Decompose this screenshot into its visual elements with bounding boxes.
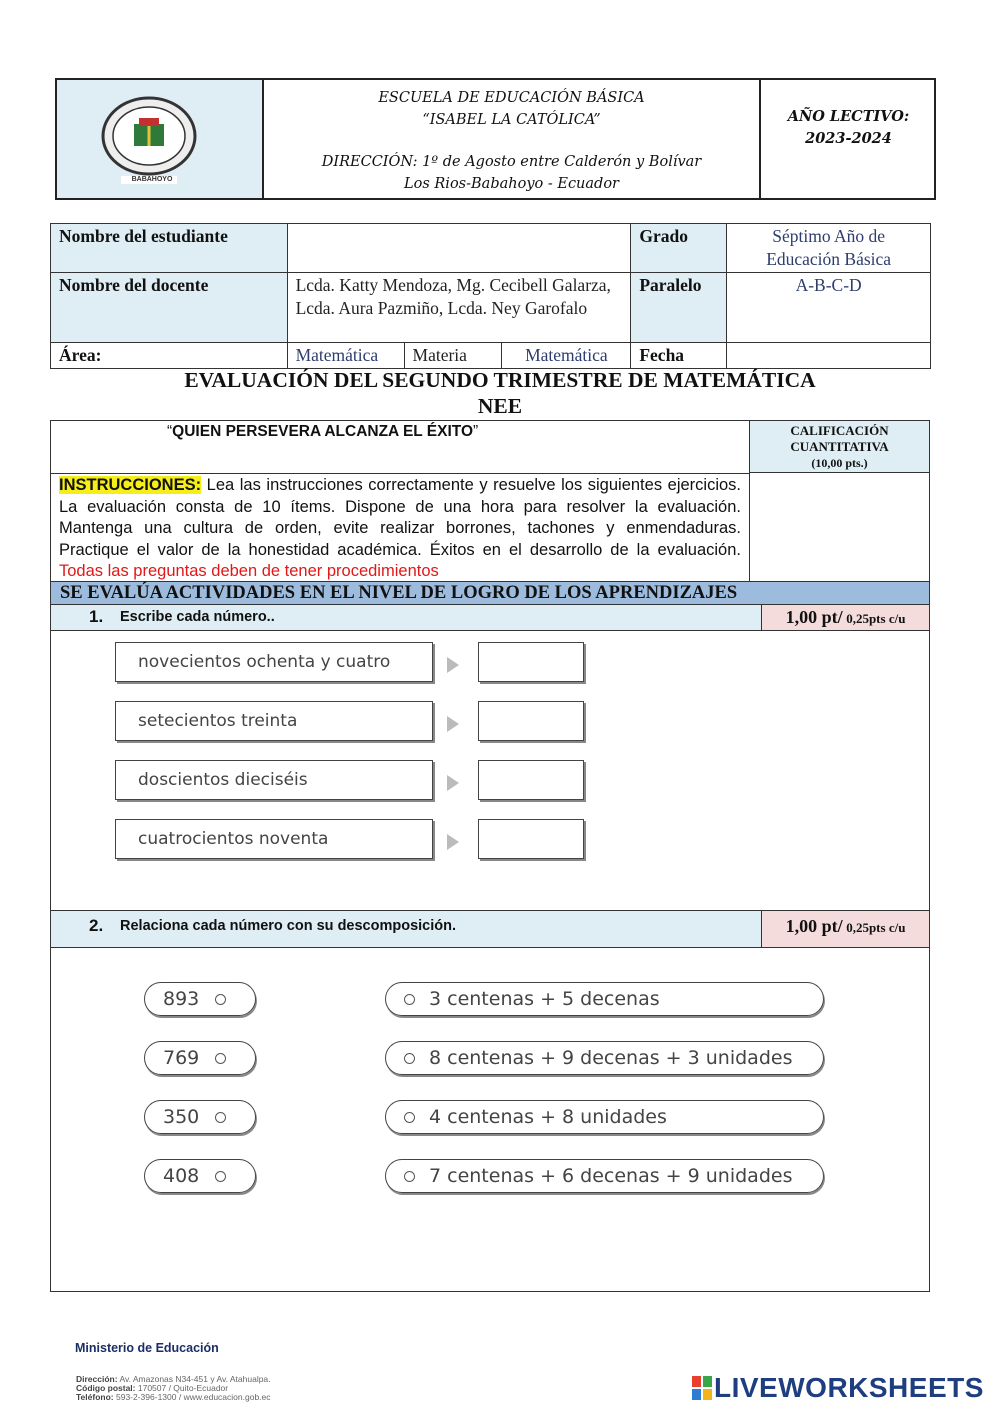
number-pill[interactable] [144, 1159, 256, 1193]
school-seal-icon [99, 96, 199, 186]
address-label: Dirección: [76, 1374, 118, 1384]
quote-text: QUIEN PERSEVERA ALCANZA EL ÉXITO [172, 423, 474, 440]
number-value: 408 [163, 1165, 200, 1187]
number-value: 893 [163, 988, 200, 1010]
seal-city: BABAHOYO [131, 176, 173, 183]
section-band: SE EVALÚA ACTIVIDADES EN EL NIVEL DE LOGRO DE LOS APRENDIZAJES [51, 581, 929, 605]
answer-box[interactable] [478, 701, 584, 741]
decomposition-pill[interactable] [385, 982, 824, 1016]
grading-line1: CALIFICACIÓN [790, 423, 889, 438]
school-address-line1: DIRECCIÓN: 1º de Agosto entre Calderón y Bolívar [321, 154, 702, 170]
date-field[interactable] [727, 343, 931, 369]
connector-dot-icon[interactable] [404, 1112, 415, 1123]
year-label: AÑO LECTIVO: [787, 108, 910, 125]
question-1-points [761, 605, 929, 630]
teacher-value: Lcda. Katty Mendoza, Mg. Cecibell Galarza, Lcda. Aura Pazmiño, Lcda. Ney Garofalo [287, 273, 631, 343]
word-number-box: cuatrocientos noventa [115, 819, 433, 859]
number-value: 769 [163, 1047, 200, 1069]
school-name-line2: “ISABEL LA CATÓLICA” [422, 112, 601, 128]
postal-value: 170507 / Quito-Ecuador [135, 1383, 229, 1393]
question-1-number: 1. [89, 607, 104, 626]
area-label: Área: [51, 343, 288, 369]
points-main: 1,00 pt/ [785, 916, 843, 936]
liveworksheets-logo[interactable] [692, 1372, 984, 1404]
answer-box[interactable] [478, 642, 584, 682]
question-2-points [761, 911, 929, 947]
school-info [264, 80, 761, 198]
subject-value: Matemática [502, 343, 631, 369]
grading-line2: CUANTITATIVA [790, 439, 889, 454]
quote-row [51, 421, 749, 474]
subject-label: Materia [404, 343, 502, 369]
answer-box[interactable] [478, 819, 584, 859]
school-address-line2: Los Rios-Babahoyo - Ecuador [403, 176, 619, 192]
points-main: 1,00 pt/ [785, 607, 843, 627]
brand-text: LIVEWORKSHEETS [714, 1372, 984, 1403]
connector-dot-icon[interactable] [215, 1171, 226, 1182]
postal-label: Código postal: [76, 1383, 136, 1393]
answer-box[interactable] [478, 760, 584, 800]
grade-label: Grado [631, 224, 727, 273]
exam-title [50, 367, 950, 419]
exam-title-line2: NEE [477, 394, 523, 418]
connector-dot-icon[interactable] [404, 994, 415, 1005]
decomposition-value: 7 centenas + 6 decenas + 9 unidades [429, 1165, 793, 1187]
instructions-red-text: Todas las preguntas deben de tener procedimientos [59, 562, 439, 580]
question-2-text: Relaciona cada número con su descomposición. [120, 918, 457, 934]
student-name-field[interactable] [287, 224, 631, 273]
school-name-line1: ESCUELA DE EDUCACIÓN BÁSICA [378, 90, 645, 106]
instructions-text: Lea las instrucciones correctamente y resuelve los siguientes ejercicios. La evaluación consta de 10 ítems. Dispone de una hora para resolver la evaluación. Mantenga una cultura de orden, evite realizar borrones, tachones y enmendaduras. Practique el valor de la honestidad académica. Éxitos en el desarrollo de la evaluación. [59, 476, 741, 559]
arrow-right-icon [447, 657, 459, 673]
connector-dot-icon[interactable] [404, 1171, 415, 1182]
connector-dot-icon[interactable] [404, 1053, 415, 1064]
arrow-right-icon [447, 775, 459, 791]
decomposition-pill[interactable] [385, 1159, 824, 1193]
parallel-label: Paralelo [631, 273, 727, 343]
number-pill[interactable] [144, 1100, 256, 1134]
word-number-box: setecientos treinta [115, 701, 433, 741]
school-year [761, 80, 936, 198]
connector-dot-icon[interactable] [215, 1053, 226, 1064]
phone-label: Teléfono: [76, 1392, 114, 1402]
parallel-value: A-B-C-D [727, 273, 931, 343]
decomposition-pill[interactable] [385, 1100, 824, 1134]
school-header [55, 78, 936, 200]
phone-value: 593-2-396-1300 / www.educacion.gob.ec [113, 1392, 271, 1402]
instructions [59, 475, 741, 583]
area-value: Matemática [287, 343, 404, 369]
date-label: Fecha [631, 343, 727, 369]
number-value: 350 [163, 1106, 200, 1128]
decomposition-value: 8 centenas + 9 decenas + 3 unidades [429, 1047, 793, 1069]
liveworksheets-icon [692, 1375, 712, 1399]
decomposition-value: 4 centenas + 8 unidades [429, 1106, 667, 1128]
points-each: 0,25pts c/u [846, 920, 906, 935]
decomposition-value: 3 centenas + 5 decenas [429, 988, 660, 1010]
question-2-header [51, 910, 929, 948]
ministry-address [76, 1375, 271, 1402]
teacher-label: Nombre del docente [51, 273, 288, 343]
grade-value: Séptimo Año de Educación Básica [727, 224, 931, 273]
student-name-label: Nombre del estudiante [51, 224, 288, 273]
word-number-box: novecientos ochenta y cuatro [115, 642, 433, 682]
year-value: 2023-2024 [805, 130, 892, 147]
decomposition-pill[interactable] [385, 1041, 824, 1075]
arrow-right-icon [447, 716, 459, 732]
exam-title-line1: EVALUACIÓN DEL SEGUNDO TRIMESTRE DE MATEMÁTICA [184, 368, 816, 392]
grading-line3: (10,00 pts.) [811, 456, 868, 470]
connector-dot-icon[interactable] [215, 994, 226, 1005]
connector-dot-icon[interactable] [215, 1112, 226, 1123]
number-pill[interactable] [144, 1041, 256, 1075]
logo-cell [57, 80, 264, 198]
points-each: 0,25pts c/u [846, 611, 906, 626]
word-number-box: doscientos dieciséis [115, 760, 433, 800]
instructions-label: INSTRUCCIONES: [59, 476, 202, 494]
ministry-name: Ministerio de Educación [75, 1341, 219, 1355]
student-info-table [50, 223, 931, 369]
number-pill[interactable] [144, 982, 256, 1016]
address-value: Av. Amazonas N34-451 y Av. Atahualpa. [117, 1374, 271, 1384]
question-2-number: 2. [89, 916, 104, 935]
grading-header [749, 421, 929, 473]
question-1-header [51, 605, 929, 631]
quote: “QUIEN PERSEVERA ALCANZA EL ÉXITO” [167, 423, 479, 440]
arrow-right-icon [447, 834, 459, 850]
grade-field[interactable] [749, 473, 929, 581]
exam-body [50, 420, 930, 1292]
question-1-text: Escribe cada número.. [120, 609, 275, 625]
